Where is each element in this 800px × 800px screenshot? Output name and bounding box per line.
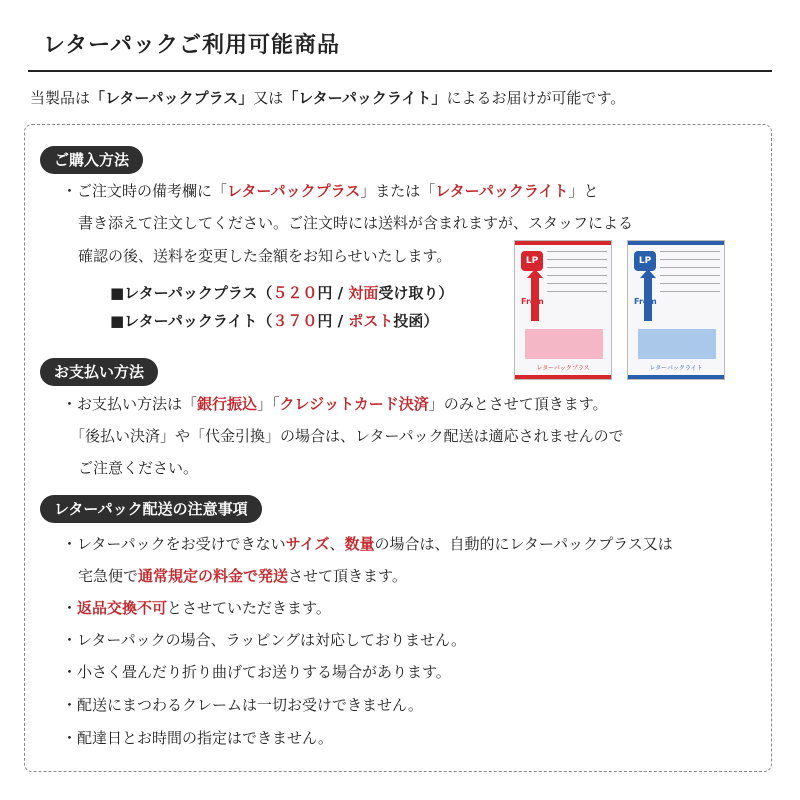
intro-text: 当製品は「レターパックプラス」又は「レターパックライト」によるお届けが可能です。 <box>30 89 626 107</box>
shipping-line-2: 宅急便で通常規定の料金で発送させて頂きます。 <box>78 567 407 585</box>
purchase-line-3: 確認の後、送料を変更した金額をお知らせいたします。 <box>78 247 452 265</box>
shipping-line-4: ・レターパックの場合、ラッピングは対応しておりません。 <box>62 631 466 649</box>
purchase-method-badge: ご購入方法 <box>40 146 143 174</box>
shipping-line-7: ・配達日とお時間の指定はできません。 <box>62 729 333 747</box>
shipping-line-3: ・返品交換不可とさせていただきます。 <box>62 599 331 617</box>
letterpack-lite-image: LP From レターパックライト <box>627 240 725 380</box>
letterpack-plus-image: LP From レターパックプラス <box>514 240 612 380</box>
letterpack-lite-price: ■レターパックライト（３７０円 / ポスト投函） <box>110 312 439 330</box>
payment-method-badge: お支払い方法 <box>40 358 158 386</box>
title-divider <box>28 70 772 72</box>
payment-line-2: 「後払い決済」や「代金引換」の場合は、レターパック配送は適応されませんので <box>70 427 624 445</box>
purchase-line-1: ・ご注文時の備考欄に「レターパックプラス」または「レターパックライト」と <box>62 182 599 200</box>
payment-line-1: ・お支払い方法は「銀行振込」「クレジットカード決済」のみとさせて頂きます。 <box>62 395 608 413</box>
payment-line-3: ご注意ください。 <box>78 459 199 477</box>
purchase-line-2: 書き添えて注文してください。ご注文時には送料が含まれますが、スタッフによる <box>78 214 634 232</box>
letterpack-plus-price: ■レターパックプラス（５２０円 / 対面受け取り） <box>110 284 454 302</box>
shipping-line-5: ・小さく畳んだり折り曲げてお送りする場合があります。 <box>62 663 451 681</box>
shipping-line-1: ・レターパックをお受けできないサイズ、数量の場合は、自動的にレターパックプラス又は <box>62 535 673 553</box>
page-title: レターパックご利用可能商品 <box>43 33 341 58</box>
shipping-notes-badge: レターパック配送の注意事項 <box>40 495 262 523</box>
shipping-line-6: ・配送にまつわるクレームは一切お受けできません。 <box>62 696 423 714</box>
